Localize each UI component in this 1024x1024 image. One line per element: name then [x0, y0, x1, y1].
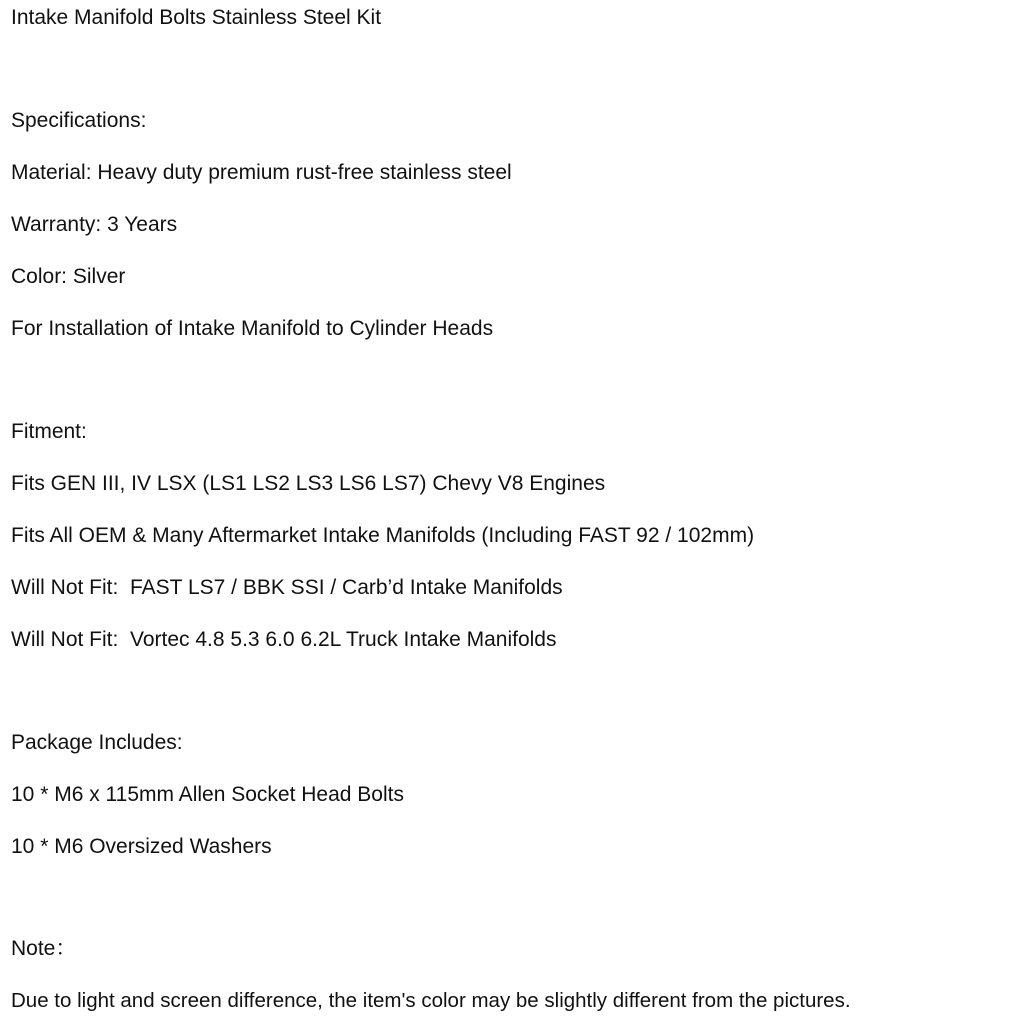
- fitment-item: Will Not Fit: FAST LS7 / BBK SSI / Carb’d Intake Manifolds: [11, 576, 563, 599]
- fitment-item: Fits All OEM & Many Aftermarket Intake Manifolds (Including FAST 92 / 102mm): [11, 524, 755, 547]
- fitment-heading: Fitment:: [11, 420, 87, 443]
- note-text: Due to light and screen difference, the item's color may be slightly different from the pictures.: [11, 989, 851, 1012]
- fitment-item: Fits GEN III, IV LSX (LS1 LS2 LS3 LS6 LS7) Chevy V8 Engines: [11, 472, 606, 495]
- package-item: 10 * M6 x 115mm Allen Socket Head Bolts: [11, 783, 404, 806]
- spec-material: Material: Heavy duty premium rust-free stainless steel: [11, 161, 512, 184]
- spec-installation: For Installation of Intake Manifold to Cylinder Heads: [11, 317, 494, 340]
- document-title: Intake Manifold Bolts Stainless Steel Kit: [11, 6, 382, 29]
- package-item: 10 * M6 Oversized Washers: [11, 835, 272, 858]
- package-heading: Package Includes:: [11, 731, 183, 754]
- spec-color: Color: Silver: [11, 265, 126, 288]
- specifications-heading: Specifications:: [11, 109, 147, 132]
- note-heading: Note：: [11, 937, 77, 960]
- spec-warranty: Warranty: 3 Years: [11, 213, 178, 236]
- fitment-item: Will Not Fit: Vortec 4.8 5.3 6.0 6.2L Truck Intake Manifolds: [11, 628, 557, 651]
